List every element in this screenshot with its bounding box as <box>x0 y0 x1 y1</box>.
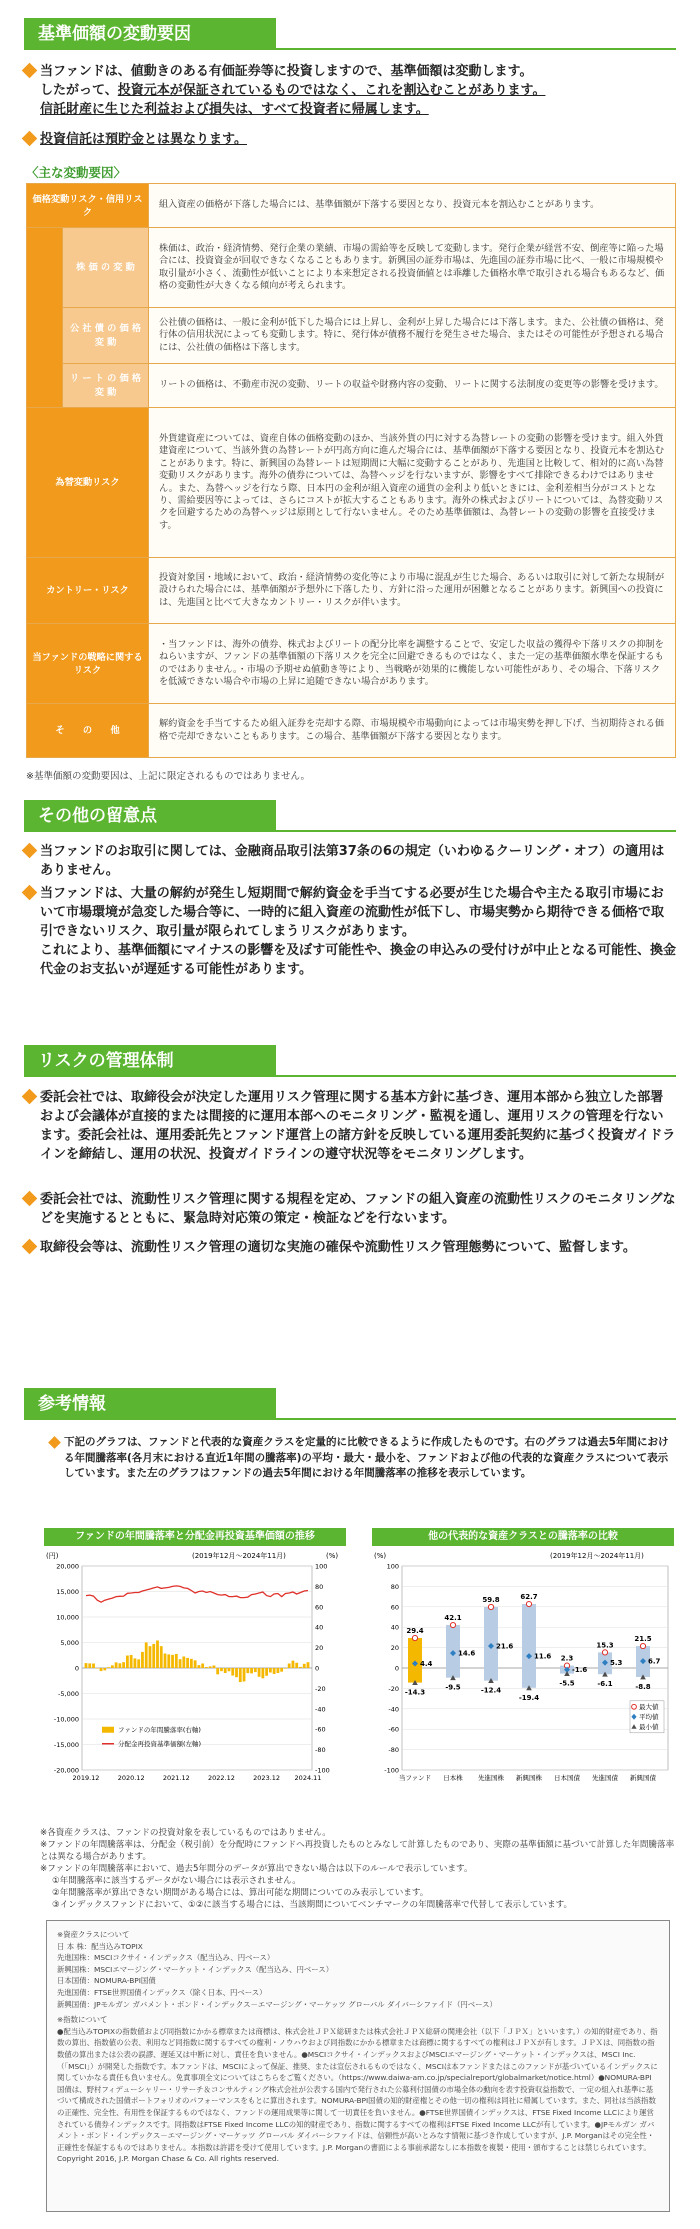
section-header-nav-risk: 基準価額の変動要因 <box>24 18 276 50</box>
index-disclaimer-box <box>46 1920 670 2212</box>
chart-left-bar <box>160 1646 163 1668</box>
chart-left-bar <box>243 1668 246 1681</box>
nav-risk-text-a: 当ファンドは、値動きのある有価証券等に投資しますので、基準価額は変動します。 <box>40 64 533 79</box>
chart-right-min-label: -8.8 <box>635 1682 651 1691</box>
chart-left-legend-line-label: 分配金再投資基準価額(左軸) <box>118 1739 202 1748</box>
risk-cat-stock: 株 価 の 変 動 <box>63 228 149 308</box>
chart-left-ytick-left: -20,000 <box>53 1766 79 1775</box>
chart-right-ytick: 20 <box>390 1644 399 1653</box>
chart-right-ytick: -100 <box>384 1766 399 1775</box>
chart-left-bar <box>276 1668 279 1673</box>
chart-left-ytick-left: 10,000 <box>56 1613 79 1622</box>
footnote-5: ②年間騰落率が算出できない期間がある場合には、算出可能な期間についてのみ表示しています。 <box>52 1888 429 1898</box>
chart-left-bar <box>265 1668 268 1676</box>
index-box-line-5: 先進国債：FTSE世界国債インデックス（除く日本、円ベース） <box>57 1987 267 1997</box>
chart-right-unit: (%) <box>374 1552 387 1560</box>
section-header-other: その他の留意点 <box>24 800 276 832</box>
risk-row-fx <box>27 408 676 558</box>
chart-left-bar <box>213 1665 216 1668</box>
footnote-3: ※ファンドの年間騰落率において、過去5年間分のデータが算出できない場合は以下のルールで表示しています。 <box>40 1864 473 1874</box>
chart-left-bar <box>280 1668 283 1672</box>
chart-left-xtick: 2024.11 <box>294 1774 322 1782</box>
chart-left-bar <box>152 1644 155 1668</box>
risk-row-country <box>27 558 676 624</box>
chart-left-bar <box>88 1663 91 1668</box>
ref-intro <box>64 1435 674 1482</box>
mgmt-text-3: 取締役会等は、流動性リスク管理の適切な実施の確保や流動性リスク管理態勢について、監督します。 <box>40 1240 636 1255</box>
index-box-line-3: 新興国株：MSCIエマージング・マーケット・インデックス（配当込み、円ベース） <box>57 1964 334 1974</box>
chart-right-ytick: 40 <box>390 1623 399 1632</box>
chart-right-ytick: 80 <box>390 1582 399 1591</box>
nav-risk-bullet-2 <box>24 130 676 149</box>
chart-left-bar <box>179 1659 182 1668</box>
chart-left-bar <box>126 1656 129 1668</box>
chart-left-bar <box>216 1668 219 1674</box>
chart-right-max-label: 29.4 <box>406 1627 424 1636</box>
section-header-rule <box>276 1075 676 1077</box>
chart-right-max-marker <box>602 1650 607 1655</box>
chart-right-min-label: -5.5 <box>559 1679 575 1688</box>
chart-left-bar <box>167 1654 170 1668</box>
risk-cat-bond: 公 社 債 の 価 格 変 動 <box>63 308 149 364</box>
chart-right-min-label: -14.3 <box>404 1688 426 1697</box>
chart-left-unit-left: (円) <box>46 1552 59 1560</box>
chart-right-avg-label: 11.6 <box>534 1652 552 1661</box>
chart-left-bar <box>115 1662 118 1668</box>
chart-left-ytick-right: -80 <box>315 1746 326 1755</box>
chart-left-bar <box>246 1668 249 1673</box>
diamond-bullet-icon <box>22 63 38 79</box>
chart-left-bar <box>141 1652 144 1668</box>
other-bullet-1 <box>24 842 676 880</box>
chart-right-min-label: -6.1 <box>597 1680 613 1689</box>
chart-right-min-label: -19.4 <box>518 1693 540 1702</box>
chart-left-period: (2019年12月～2024年11月) <box>192 1552 286 1560</box>
chart-right-period: (2019年12月～2024年11月) <box>550 1552 644 1560</box>
chart-left-legend-bar-label: ファンドの年間騰落率(右軸) <box>118 1725 201 1734</box>
chart-right-category-label: 先進国株 <box>478 1774 504 1782</box>
chart-left-bar <box>130 1655 133 1668</box>
chart-right-ytick: -60 <box>388 1725 399 1734</box>
mgmt-bullet-1 <box>24 1088 676 1164</box>
chart-left-ytick-right: 40 <box>315 1623 324 1632</box>
chart-left-bar <box>122 1662 125 1668</box>
mgmt-bullet-3 <box>24 1238 676 1257</box>
risk-desc-country: 投資対象国・地域において、政治・経済情勢の変化等により市場に混乱が生じた場合、あるいは取引に対して新たな規制が設けられた場合には、基準価額が予想外に下落したり、方針に沿った運用が困難となることがあります。新興国への投資には、先進国と比べて大きなカントリー・リスクが伴います。 <box>149 558 676 624</box>
chart-left-bar <box>295 1663 298 1668</box>
risk-cat-fx: 為替変動リスク <box>27 408 149 558</box>
chart-right-legend-max-marker <box>632 1704 637 1709</box>
chart-left-bar <box>299 1667 302 1668</box>
chart-right-category-label: 先進国債 <box>592 1774 618 1782</box>
index-box-line-4: 日本国債：NOMURA-BPI国債 <box>57 1976 156 1986</box>
nav-risk-text-b: したがって、 <box>40 83 118 98</box>
chart-right-avg-label: 6.7 <box>648 1657 661 1666</box>
risk-desc-fx: 外貨建資産については、資産自体の価格変動のほか、当該外貨の円に対する為替レートの変動の影響を受けます。組入外貨建資産について、当該外貨の為替レートが円高方向に進んだ場合には、基準価額が下落する要因となり、投資元本を割込むことがあります。特に、新興国の為替レートは短期間に大幅に変動することがあり、先進国と比較して、相対的に高い為替変動リスクがあります。海外の債券については、為替ヘッジを行ないますが、影響をすべて排除できるわけではありません。また、為替ヘッジを行なう際、日本円の金利が組入資産の通貨の金利より低いときには、金利差相当分がコストとなり、需給要因等によっては、さらにコストが拡大することもあります。海外の株式およびリートについては、為替変動リスクを回避するための為替ヘッジは原則として行ないません。そのため基準価額は、為替レートの変動の影響を直接受けます。 <box>149 408 676 558</box>
chart-left-bar <box>96 1668 99 1669</box>
risk-desc-stock: 株価は、政治・経済情勢、発行企業の業績、市場の需給等を反映して変動します。発行企業が経営不安、倒産等に陥った場合には、投資資金が回収できなくなることもあります。新興国の証券市場は、先進国の証券市場に比べ、一般に市場規模や取引量が小さく、流動性が低いことにより本来想定される投資価値とは乖離した価格水準で取引される場合もあるなど、価格の変動性が大きくなる傾向が考えられます。 <box>149 228 676 308</box>
chart-right-range-bar <box>522 1604 536 1688</box>
chart-left-bar <box>307 1662 310 1668</box>
section-header-rule <box>276 48 676 50</box>
chart-right-max-marker <box>450 1622 455 1627</box>
nav-risk-text-c: 投資元本が保証されているものではなく、これを割込むことがあります。 <box>117 83 546 98</box>
chart-left-bar <box>205 1667 208 1668</box>
chart-left-bar <box>258 1668 261 1677</box>
footnote-6: ③インデックスファンドにおいて、①②に該当する場合には、当該期間についてベンチマークの年間騰落率で代替して表示しています。 <box>52 1900 573 1910</box>
chart-left-ytick-left: -15,000 <box>53 1741 79 1749</box>
chart-left-bar <box>235 1668 238 1677</box>
chart-left-ytick-left: 0 <box>74 1664 79 1673</box>
chart-right-avg-label: 4.4 <box>420 1660 433 1669</box>
chart-left-ytick-right: 20 <box>315 1644 324 1653</box>
chart-left-ytick-right: -40 <box>315 1705 326 1714</box>
other-text-3: これにより、基準価額にマイナスの影響を及ぼす可能性や、換金の申込みの受付けが中止となる可能性、換金代金のお支払いが遅延する可能性があります。 <box>40 943 676 977</box>
footnotes <box>40 1827 680 1911</box>
chart-left-bar <box>175 1654 178 1668</box>
chart-right-avg-label: 14.6 <box>458 1649 476 1658</box>
risk-row-stock <box>27 228 676 308</box>
chart-left-bar <box>209 1666 212 1668</box>
index-box-line-1: 日 本 株：配当込みTOPIX <box>57 1941 143 1951</box>
chart-left-bar <box>261 1668 264 1678</box>
chart-left-bar <box>171 1655 174 1668</box>
risk-desc-reit: リートの価格は、不動産市況の変動、リートの収益や財務内容の変動、リートに関する法制度の変更等の影響を受けます。 <box>149 364 676 408</box>
section-header-mgmt: リスクの管理体制 <box>24 1045 276 1077</box>
chart-left-bar <box>194 1660 197 1668</box>
other-text-1: 当ファンドのお取引に関しては、金融商品取引法第37条の6の規定（いわゆるクーリング・オフ）の適用はありません。 <box>40 844 665 878</box>
index-box-body: ●配当込みTOPIXの指数値および同指数にかかる標章または商標は、株式会社ＪＰＸ総研または株式会社ＪＰＸ総研の関連会社（以下「ＪＰＸ」といいます。）の知的財産であり、指数の算出、指数値の公表、利用など同指数に関するすべての権利・ノウハウおよび同指数にかかる標章または商標に関するすべての権利はＪＰＸが有します。ＪＰＸは、同指数の指数値の算出または公表の誤謬、遅延又は中断に対し、責任を負いません。●MSCIコクサイ・インデックスおよびMSCIエマージング・マーケット・インデックスは、MSCI Inc.（「MSCI」）が開発した指数です。本ファンドは、MSCIによって保証、推奨、または宣伝されるものではなく、MSCIは本ファンドまたはこのファンドが基づいているインデックスに関していかなる責任も負いません。免責事項全文についてはこちらをご覧ください。（https://www.daiwa-am.co.jp/specialreport/globalmarket/notice.html）●NOMURA-BPI国債は、野村フィデューシャリー・リサーチ＆コンサルティング株式会社が公表する国内で発行された公募利付国債の市場全体の動向を表す投資収益指数で、一定の組入れ基準に基づいて構成された国債ポートフォリオのパフォーマンスをもとに算出されます。NOMURA-BPI国債の知的財産権とその他一切の権利は同社に帰属しています。また、同社は当該指数の正確性、完全性、有用性を保証するものではなく、ファンドの運用成果等に関して一切責任を負いません。●FTSE世界国債インデックスは、FTSE Fixed Income LLCにより運営されている債券インデックスです。同指数はFTSE Fixed Income LLCの知的財産であり、指数に関するすべての権利はFTSE Fixed Income LLCが有しています。●JPモルガン ガバメント・ボンド・インデックス－エマージング・マーケッツ グローバル ダイバーシファイドは、信頼性が高いとみなす情報に基づき作成していますが、J.P. Morganはその完全性・正確性を保証するものではありません。本指数は許諾を受けて使用しています。J.P. Morganの書面による事前承諾なしに本指数を複製・使用・頒布することは禁じられています。Copyright 2016, J.P. Morgan Chase & Co. All rights reserved. <box>57 2026 658 2164</box>
chart-right-category-label: 日本国債 <box>554 1774 580 1782</box>
chart-right-ytick: -80 <box>388 1746 399 1755</box>
diamond-bullet-icon <box>22 843 38 859</box>
chart-left-ytick-right: 80 <box>315 1582 324 1591</box>
mgmt-text-1: 委託会社では、取締役会が決定した運用リスク管理に関する基本方針に基づき、運用本部から独立した部署および会議体が直接的または間接的に運用本部へのモニタリング・監視を通し、運用リスクの管理を行ないます。委託会社は、運用委託先とファンド運営上の諸方針を反映している運用委託契約に基づく投資ガイドラインを締結し、運用の状況、投資ガイドラインの遵守状況等をモニタリングします。 <box>40 1090 676 1162</box>
chart-left-bar <box>303 1664 306 1668</box>
chart-left-ytick-left: -10,000 <box>53 1715 79 1724</box>
chart-right-legend-max-label: 最大値 <box>639 1702 659 1711</box>
chart-left-ytick-right: -20 <box>315 1684 326 1693</box>
risk-cat-strategy: 当ファンドの戦略に関するリスク <box>27 624 149 704</box>
chart-left-ytick-right: -60 <box>315 1725 326 1734</box>
chart-left-bar <box>273 1668 276 1674</box>
chart-right-max-marker <box>640 1643 645 1648</box>
chart-left-xtick: 2020.12 <box>117 1774 145 1782</box>
chart-right-max-marker <box>526 1601 531 1606</box>
chart-left-ytick-left: 20,000 <box>56 1562 79 1571</box>
chart-right <box>372 1548 674 1820</box>
chart-left-bar <box>190 1659 193 1668</box>
risk-cat-other: そ の 他 <box>27 704 149 758</box>
chart-left-ytick-left: 5,000 <box>60 1639 79 1647</box>
diamond-bullet-icon <box>22 1089 38 1105</box>
nav-risk-bullet-1 <box>24 62 676 119</box>
diamond-bullet-icon <box>22 131 38 147</box>
chart-right-max-label: 15.3 <box>596 1641 614 1650</box>
chart-right-ytick: -20 <box>388 1684 399 1693</box>
chart-left-bar <box>231 1668 234 1676</box>
risk-table <box>26 183 676 758</box>
chart-left-bar <box>103 1668 106 1670</box>
index-box-line-6: 新興国債：JPモルガン ガバメント・ボンド・インデックス－エマージング・マーケッツ グローバル ダイバーシファイド（円ベース） <box>57 1999 497 2009</box>
chart-right-legend-min-label: 最小値 <box>639 1722 659 1731</box>
chart-left-bar <box>107 1667 110 1668</box>
chart-left-bar <box>92 1664 95 1668</box>
chart-left-ytick-left: -5,000 <box>58 1690 79 1698</box>
index-box-heading-2: ※指数について <box>57 2015 108 2025</box>
risk-cat-reit: リ ー ト の 価 格 変 動 <box>63 364 149 408</box>
chart-left-bar <box>250 1668 253 1673</box>
diamond-bullet-icon <box>22 1239 38 1255</box>
chart-right-category-label: 新興国株 <box>516 1774 542 1782</box>
chart-left <box>44 1548 346 1820</box>
chart-right-max-label: 42.1 <box>444 1614 462 1623</box>
footnote-1: ※各資産クラスは、ファンドの投資対象を表しているものではありません。 <box>40 1828 331 1838</box>
risk-cat-price: 価格変動リスク・信用リスク <box>27 184 149 228</box>
chart-left-bar <box>137 1659 140 1668</box>
chart-right-max-marker <box>488 1604 493 1609</box>
chart-left-bar <box>100 1668 103 1671</box>
mgmt-bullet-2 <box>24 1190 676 1228</box>
chart-right-ytick: 0 <box>394 1664 399 1673</box>
risk-cat-spacer <box>27 228 63 408</box>
chart-right-title: 他の代表的な資産クラスとの騰落率の比較 <box>372 1528 674 1546</box>
risk-desc-strategy: ・当ファンドは、海外の債券、株式およびリートの配分比率を調整することで、安定した収益の獲得や下落リスクの抑制をねらいますが、ファンドの基準価額の下落リスクを完全に回避できるものではなく、また一定の基準価額水準を保証するものではありません。・市場の予期せぬ値動き等により、当戦略が効果的に機能しない可能性があり、その場合、下落リスクを低減できない場合や市場の上昇に追随できない場合があります。 <box>149 624 676 704</box>
chart-left-xtick: 2021.12 <box>162 1774 190 1782</box>
chart-right-max-marker <box>412 1635 417 1640</box>
risk-row-bond <box>27 308 676 364</box>
chart-right-category-label: 新興国債 <box>630 1774 656 1782</box>
chart-left-bar <box>228 1668 231 1671</box>
chart-left-xtick: 2022.12 <box>208 1774 235 1782</box>
chart-left-bar <box>85 1663 88 1668</box>
diamond-bullet-icon <box>48 1436 61 1449</box>
risk-row-reit <box>27 364 676 408</box>
chart-left-bar <box>224 1668 227 1673</box>
risk-row-price <box>27 184 676 228</box>
chart-right-avg-label: 5.3 <box>610 1659 623 1668</box>
risk-desc-price: 組入資産の価格が下落した場合には、基準価額が下落する要因となり、投資元本を割込むことがあります。 <box>149 184 676 228</box>
chart-left-bar <box>145 1642 148 1668</box>
chart-left-unit-right: (%) <box>326 1552 339 1560</box>
section-header-rule <box>276 830 676 832</box>
chart-left-ytick-right: -100 <box>315 1766 330 1775</box>
chart-right-max-label: 21.5 <box>634 1635 652 1644</box>
chart-left-legend-bar-swatch <box>102 1727 114 1733</box>
chart-left-bar <box>292 1661 295 1668</box>
diamond-bullet-icon <box>22 1191 38 1207</box>
footnote-2: ※ファンドの年間騰落率は、分配金（税引前）を分配時にファンドへ再投資したものとみなして計算したものであり、実際の基準価額に基づいて計算した年間騰落率とは異なる場合があります。 <box>40 1840 675 1862</box>
nav-risk-text-deposit: 投資信託は預貯金とは異なります。 <box>40 132 247 147</box>
chart-left-ytick-left: 15,000 <box>56 1588 79 1596</box>
chart-right-min-label: -12.4 <box>480 1686 502 1695</box>
diamond-bullet-icon <box>22 885 38 901</box>
chart-left-bar <box>164 1654 167 1668</box>
chart-left-ytick-right: 100 <box>315 1562 328 1571</box>
chart-left-bar <box>239 1668 242 1682</box>
chart-left-bar <box>149 1646 152 1668</box>
chart-right-category-label: 日本株 <box>443 1774 463 1782</box>
chart-left-bar <box>288 1664 291 1668</box>
chart-left-bar <box>134 1658 137 1668</box>
chart-right-avg-label: 21.6 <box>496 1642 514 1651</box>
chart-left-ytick-right: 60 <box>315 1603 324 1612</box>
risk-row-other <box>27 704 676 758</box>
chart-left-bar <box>284 1668 287 1669</box>
chart-right-ytick: 60 <box>390 1603 399 1612</box>
chart-right-max-label: 62.7 <box>520 1593 538 1602</box>
nav-risk-text-d: 信託財産に生じた利益および損失は、すべて投資者に帰属します。 <box>40 102 429 117</box>
index-box-heading-1: ※資産クラスについて <box>57 1930 130 1939</box>
chart-left-xtick: 2019.12 <box>72 1774 100 1782</box>
chart-left-bar <box>220 1668 223 1671</box>
chart-left-title: ファンドの年間騰落率と分配金再投資基準価額の推移 <box>44 1528 346 1546</box>
risk-row-strategy <box>27 624 676 704</box>
chart-right-category-label: 当ファンド <box>398 1774 432 1782</box>
chart-left-bar <box>182 1656 185 1668</box>
chart-left-bar <box>201 1664 204 1668</box>
chart-left-bar <box>269 1668 272 1672</box>
section-header-ref: 参考情報 <box>24 1388 276 1420</box>
chart-right-ytick: 100 <box>386 1562 399 1571</box>
chart-right-avg-label: -1.6 <box>572 1666 588 1675</box>
risk-cat-country: カントリー・リスク <box>27 558 149 624</box>
chart-left-xtick: 2023.12 <box>253 1774 281 1782</box>
chart-right-legend-avg-label: 平均値 <box>639 1712 659 1721</box>
risk-note: ※基準価額の変動要因は、上記に限定されるものではありません。 <box>26 771 311 782</box>
chart-left-bar <box>197 1665 200 1668</box>
ref-intro-text: 下記のグラフは、ファンドと代表的な資産クラスを定量的に比較できるように作成したものです。右のグラフは過去5年間における年間騰落率(各月末における直近1年間の騰落率)の平均・最大・最小を、ファンドおよび他の代表的な資産クラスについて表示しています。また左のグラフはファンドの過去5年間における年間騰落率の推移を表示しています。 <box>64 1436 669 1479</box>
chart-right-max-label: 2.3 <box>560 1654 574 1663</box>
chart-left-bar <box>254 1668 257 1672</box>
risk-desc-bond: 公社債の価格は、一般に金利が低下した場合には上昇し、金利が上昇した場合には下落します。また、公社債の価格は、発行体の信用状況によっても変動します。特に、発行体が債務不履行を発生させた場合、またはその可能性が予想される場合には、公社債の価格は下落します。 <box>149 308 676 364</box>
chart-right-ytick: -40 <box>388 1705 399 1714</box>
other-bullet-2 <box>24 884 676 979</box>
chart-left-bar <box>118 1663 121 1668</box>
chart-right-min-label: -9.5 <box>445 1683 461 1692</box>
main-risks-title: 〈主な変動要因〉 <box>26 165 127 180</box>
section-header-rule <box>276 1418 676 1420</box>
chart-right-max-label: 59.8 <box>482 1596 500 1605</box>
risk-desc-other: 解約資金を手当てするため組入証券を売却する際、市場規模や市場動向によっては市場実勢を押し下げ、当初期待される価格で売却できないこともあります。この場合、基準価額が下落する要因となります。 <box>149 704 676 758</box>
chart-left-bar <box>186 1658 189 1668</box>
footnote-4: ①年間騰落率に該当するデータがない場合には表示されません。 <box>52 1876 301 1886</box>
other-text-2: 当ファンドは、大量の解約が発生し短期間で解約資金を手当てする必要が生じた場合や主たる取引市場において市場環境が急変した場合等に、一時的に組入資産の流動性が低下し、市場実勢から期待できる価格で取引できないリスク、取引量が限られてしまうリスクがあります。 <box>40 886 665 939</box>
index-box-line-2: 先進国株：MSCIコクサイ・インデックス（配当込み、円ベース） <box>57 1953 275 1963</box>
mgmt-text-2: 委託会社では、流動性リスク管理に関する規程を定め、ファンドの組入資産の流動性リスクのモニタリングなどを実施するとともに、緊急時対応策の策定・検証などを行ないます。 <box>40 1192 676 1226</box>
chart-left-bar <box>111 1665 114 1668</box>
chart-left-ytick-right: 0 <box>315 1664 320 1673</box>
chart-left-bar <box>156 1640 159 1668</box>
